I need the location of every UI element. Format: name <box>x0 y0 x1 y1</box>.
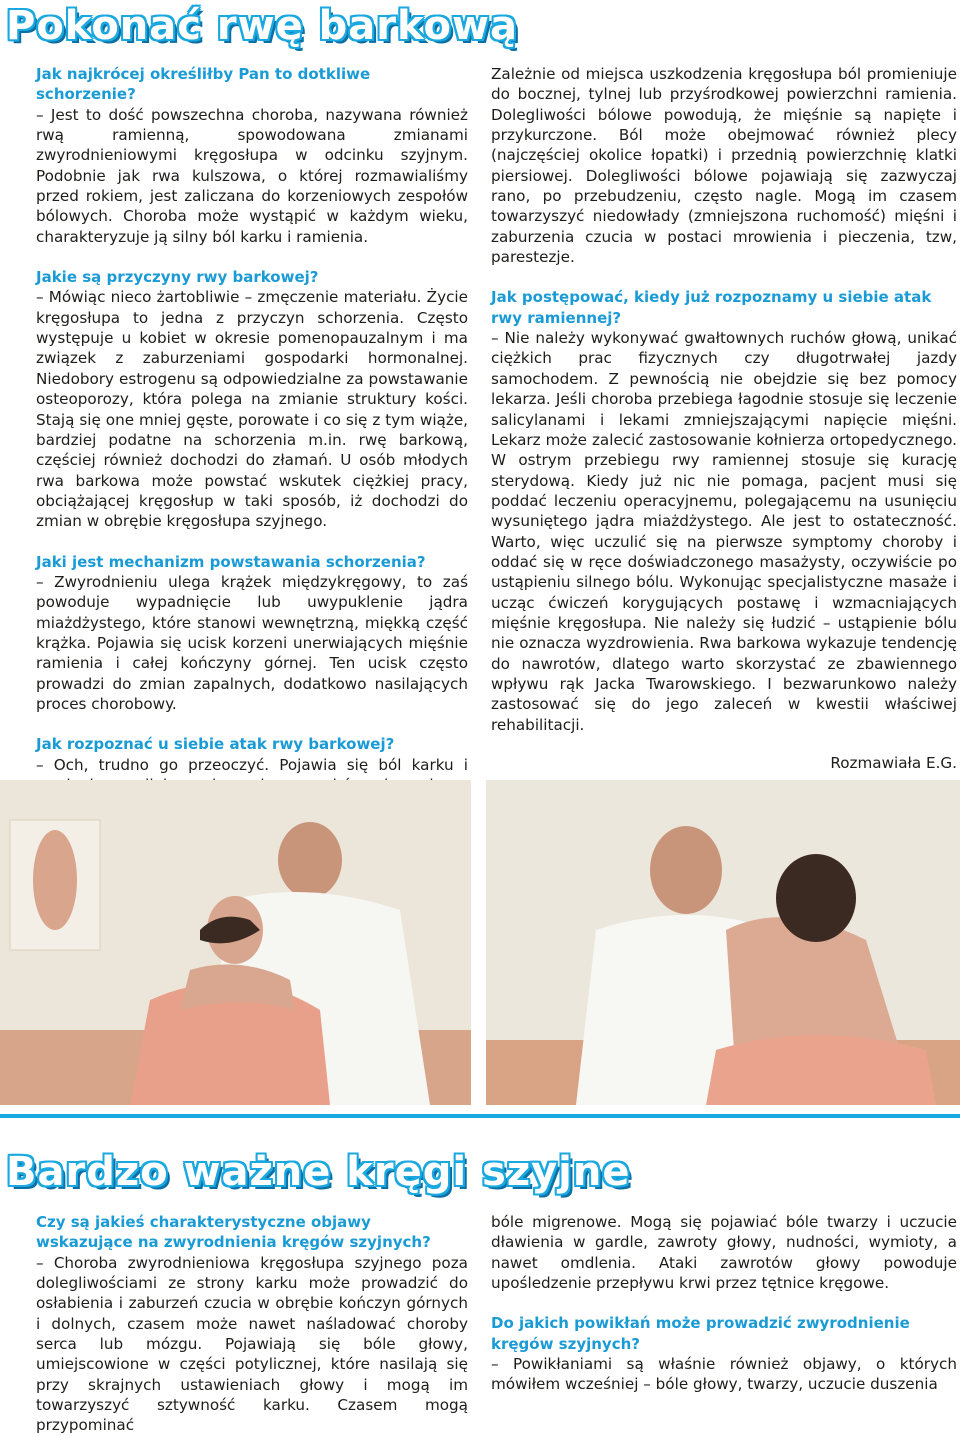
answer-paragraph: – Och, trudno go przeoczyć. Pojawia się ból karku i <box>36 755 468 774</box>
photo-massage-shoulders <box>0 780 471 1105</box>
photo-massage-back <box>486 780 960 1105</box>
article-column-4 <box>491 1212 957 1395</box>
body-paragraph: bóle migrenowe. Mogą się pojawiać bóle twarzy i uczucie dławienia w gardle, zawroty głowy, nudności, wymioty, a nawet omdlenia. Ataki zawrotów głowy powoduje upośledzenie przepływu krwi przez tętnice kręgowe. <box>491 1213 957 1293</box>
photo-illustration <box>486 780 960 1105</box>
question-heading: Czy są jakieś charakterystyczne objawy wskazujące na zwyrodnienia kręgów szyjnych? <box>36 1213 431 1252</box>
answer-paragraph: – Jest to dość powszechna choroba, nazywana również rwą ramienną, spowodowana zmianami zwyrodnieniowymi kręgosłupa w odcinku szyjnym. Podobnie jak rwa kulszowa, o której rozmawialiśmy przed rokiem, jest zaliczana do korzeniowych zespołów bólowych. Choroba może wystąpić w każdym wieku, charakteryzuje ją silny ból karku i ramienia. <box>36 105 468 246</box>
question-heading: Do jakich powikłań może prowadzić zwyrodnienie kręgów szyjnych? <box>491 1314 910 1353</box>
answer-paragraph: – Choroba zwyrodnieniowa kręgosłupa szyjnego poza dolegliwościami ze strony karku może prowadzić do osłabienia i zaburzeń czucia w obrębie kończyn górnych i dolnych, czasem może nawet naśladować choroby serca lub mózgu. Pojawiają się bóle głowy, umiejscowione w części potylicznej, które nasilają się przy skrajnych ustawieniach głowy i mogą im towarzyszyć sztywność karku. Czasem mogą przypominać <box>36 1253 468 1435</box>
question-heading: Jakie są przyczyny rwy barkowej? <box>36 268 319 287</box>
author-signature: Rozmawiała E.G. <box>830 754 957 772</box>
body-paragraph: Zależnie od miejsca uszkodzenia kręgosłupa ból promieniuje do bocznej, tylnej lub przyśrodkowej powierzchni ramienia. Dolegliwości bólowe powodują, że mięśnie są napięte i przykurczone. Ból może obejmować również plecy (najczęściej okolice łopatki) i przednią powierzchnię klatki piersiowej. Dolegliwości bólowe pojawiają się zazwyczaj rano, po przebudzeniu, często nagle. Mogą im czasem towarzyszyć niedowłady (zmniejszona ruchomość) mięśni i zaburzenia czucia w postaci mrowienia i pieczenia, tzw, parestezje. <box>491 65 957 267</box>
question-heading: Jak najkrócej określiłby Pan to dotkliwe schorzenie? <box>36 65 371 104</box>
section-divider <box>0 1114 960 1118</box>
answer-paragraph: – Zwyrodnieniu ulega krążek międzykręgowy, to zaś powoduje wypadnięcie lub uwypuklenie jądra miażdżystego, które stanowi wewnętrzną, miękką część krążka. Pojawia się ucisk korzeni unerwiających mięśnie ramienia i całej kończyny górnej. Ten ucisk często prowadzi do zmian zapalnych, dodatkowo nasilających proces chorobowy. <box>36 572 468 713</box>
answer-paragraph: – Powikłaniami są właśnie również objawy, o których mówiłem wcześniej – bóle głowy, twarzy, uczucie duszenia <box>491 1355 957 1394</box>
answer-paragraph: – Mówiąc nieco żartobliwie – zmęczenie materiału. Życie kręgosłupa to jedna z przyczyn schorzenia. Często występuje u kobiet w okresie pomenopauzalnym i ma związek z zaburzeniami gospodarki hormonalnej. Niedobory estrogenu są odpowiedzialne za powstawanie osteoporozy, która polega na zmianie struktury kości. Stają się one mniej gęste, porowate i co się z tym wiąże, bardziej podatne na schorzenia m.in. rwę barkową, częściej również dochodzi do złamań. U osób młodych rwa barkowa może powstać wskutek ciężkiej pracy, obciążającej kręgosłup w taki sposób, iż dochodzi do zmian w obrębie kręgosłupa szyjnego. <box>36 288 468 531</box>
answer-paragraph: – Nie należy wykonywać gwałtownych ruchów głową, unikać ciężkich prac fizycznych czy długotrwałej jazdy samochodem. Z pewnością nie obejdzie się bez pomocy lekarza. Jeśli choroba przebiega łagodnie stosuje się leczenie salicylanami i lekami zmniejszającymi napięcie mięśni. Lekarz może zalecić zastosowanie kołnierza ortopedycznego. W ostrym przebiegu rwy ramiennej stosuje się kurację sterydową. Kiedy już nic nie pomaga, pacjent musi się poddać leczeniu operacyjnemu, polegającemu na usunięciu wysuniętego jądra miażdżystego. Ale jest to ostateczność. Warto, więc uczulić się na pierwsze symptomy choroby i oddać się w ręce doświadczonego masażysty, oczywiście po ustąpieniu silnego bólu. Wykonując specjalistyczne masaże i ucząc ćwiczeń korygujących postawę i wzmacniających mięśnie kręgosłupa. Nie należy się łudzić – ustąpienie bólu nie oznacza wyzdrowienia. Rwa barkowa wykazuje tendencję do nawrotów, dlatego warto skorzystać ze zbawiennego wpływu rąk Jacka Twarowskiego. I bezwarunkowo należy zastosować się do jego zaleceń w kwestii właściwej rehabilitacji. <box>491 329 957 734</box>
question-heading: Jaki jest mechanizm powstawania schorzenia? <box>36 552 426 571</box>
question-heading: Jak rozpoznać u siebie atak rwy barkowej? <box>36 735 395 754</box>
article-title: Pokonać rwę barkową <box>6 3 518 49</box>
article-title: Bardzo ważne kręgi szyjne <box>6 1149 631 1195</box>
article-column-3 <box>36 1212 468 1436</box>
article-column-1 <box>36 64 468 836</box>
question-heading: Jak postępować, kiedy już rozpoznamy u siebie atak rwy ramiennej? <box>491 288 932 327</box>
photo-illustration <box>0 780 471 1105</box>
article-column-2 <box>491 64 957 773</box>
